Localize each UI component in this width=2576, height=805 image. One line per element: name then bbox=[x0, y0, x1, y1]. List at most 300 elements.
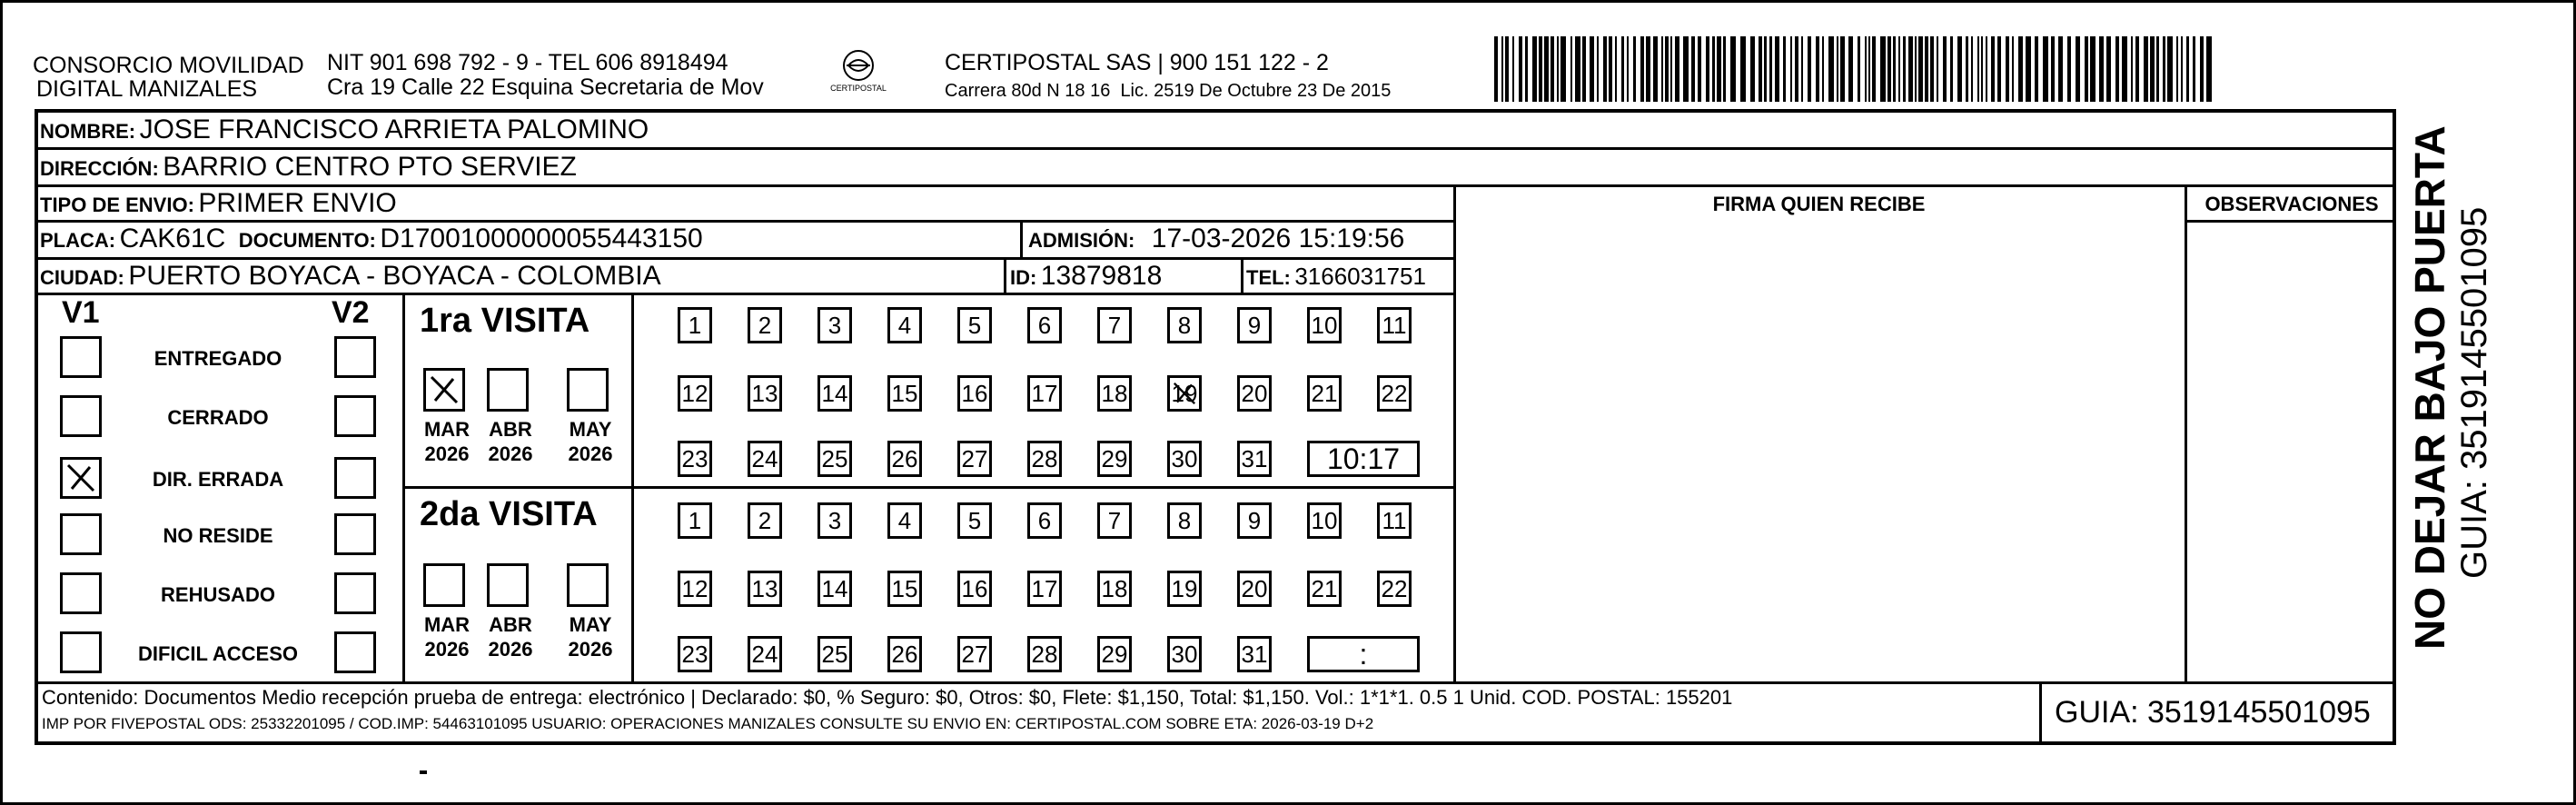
day-box[interactable] bbox=[817, 502, 852, 539]
day-box[interactable] bbox=[887, 571, 922, 607]
documento-label: DOCUMENTO: bbox=[238, 229, 376, 252]
barcode-bar bbox=[1783, 36, 1786, 102]
day-box[interactable] bbox=[748, 441, 782, 477]
barcode-bar bbox=[1991, 36, 1995, 102]
barcode-bar bbox=[1848, 36, 1853, 102]
barcode-bar bbox=[1627, 36, 1629, 102]
day-box[interactable] bbox=[1377, 307, 1412, 343]
v2-checkbox[interactable] bbox=[334, 457, 376, 499]
month-label: MAR bbox=[423, 613, 471, 636]
v2-checkbox[interactable] bbox=[334, 395, 376, 437]
day-box[interactable] bbox=[1307, 375, 1342, 412]
tel-row bbox=[1246, 260, 1426, 297]
day-box[interactable] bbox=[1027, 375, 1062, 412]
month-year: 2026 bbox=[424, 442, 470, 465]
day-box[interactable] bbox=[1237, 441, 1272, 477]
barcode-bar bbox=[1633, 36, 1636, 102]
barcode-bar bbox=[1997, 36, 2001, 102]
barcode-bar bbox=[1887, 36, 1891, 102]
barcode-bar bbox=[2156, 36, 2159, 102]
day-box[interactable] bbox=[1237, 307, 1272, 343]
day-number: 27 bbox=[961, 445, 988, 472]
v2-checkbox[interactable] bbox=[334, 572, 376, 614]
v1-checkbox[interactable] bbox=[60, 336, 102, 378]
barcode-bar bbox=[2012, 36, 2014, 102]
barcode-bar bbox=[2131, 36, 2133, 102]
barcode-bar bbox=[1977, 36, 1979, 102]
barcode-bar bbox=[1560, 36, 1566, 102]
barcode-bar bbox=[2206, 36, 2212, 102]
barcode-bar bbox=[1764, 36, 1767, 102]
day-number: 5 bbox=[967, 312, 982, 339]
day-box[interactable] bbox=[1027, 441, 1062, 477]
nit-line: NIT 901 698 792 - 9 - TEL 606 8918494 bbox=[327, 50, 728, 75]
barcode-bar bbox=[1915, 36, 1917, 102]
day-box[interactable] bbox=[678, 375, 712, 412]
barcode-bar bbox=[1769, 36, 1772, 102]
barcode-bar bbox=[1683, 36, 1689, 102]
barcode-bar bbox=[2150, 36, 2155, 102]
barcode-bar bbox=[1501, 36, 1503, 102]
day-number: 16 bbox=[961, 575, 988, 602]
day-box[interactable] bbox=[1167, 636, 1202, 672]
day-box[interactable] bbox=[1097, 636, 1132, 672]
day-number: 27 bbox=[961, 641, 988, 668]
barcode-bar bbox=[1670, 36, 1672, 102]
barcode-bar bbox=[2051, 36, 2055, 102]
barcode-bar bbox=[1822, 36, 1824, 102]
day-number: 7 bbox=[1107, 312, 1122, 339]
barcode-bar bbox=[1603, 36, 1607, 102]
barcode-bar bbox=[1494, 36, 1498, 102]
day-number: 24 bbox=[751, 641, 778, 668]
admision-label: ADMISIÓN: bbox=[1028, 229, 1135, 252]
first-visit-title: 1ra VISITA bbox=[420, 302, 590, 340]
barcode-bar bbox=[1750, 36, 1755, 102]
month-year: 2026 bbox=[488, 442, 533, 465]
v1-checkbox[interactable] bbox=[60, 457, 102, 499]
barcode-bar bbox=[2043, 36, 2048, 102]
day-number: 4 bbox=[897, 312, 912, 339]
check-mark-icon bbox=[63, 460, 99, 496]
documento-value: D17001000000055443150 bbox=[380, 224, 703, 253]
month-checkbox[interactable] bbox=[487, 368, 529, 412]
month-label: MAY bbox=[569, 418, 612, 441]
barcode-bar bbox=[1828, 36, 1834, 102]
barcode-bar bbox=[1957, 36, 1962, 102]
barcode-bar bbox=[1872, 36, 1876, 102]
guia-box-left-line bbox=[2039, 681, 2042, 745]
barcode-bar bbox=[1505, 36, 1509, 102]
barcode-bar bbox=[1865, 36, 1867, 102]
barcode-bar bbox=[2176, 36, 2178, 102]
barcode-bar bbox=[1575, 36, 1580, 102]
day-number: 13 bbox=[751, 575, 778, 602]
day-box[interactable] bbox=[1307, 571, 1342, 607]
tel-value: 3166031751 bbox=[1294, 263, 1426, 290]
second-visit-title: 2da VISITA bbox=[420, 495, 598, 533]
side-guia: GUIA: 3519145501095 bbox=[2454, 206, 2494, 579]
barcode-bar bbox=[1840, 36, 1845, 102]
day-box[interactable] bbox=[957, 375, 992, 412]
barcode-bar bbox=[1570, 36, 1572, 102]
month-checkbox[interactable] bbox=[423, 563, 465, 607]
direccion-row bbox=[40, 151, 577, 188]
barcode-bar bbox=[1698, 36, 1701, 102]
day-box[interactable] bbox=[1237, 636, 1272, 672]
day-box[interactable] bbox=[957, 441, 992, 477]
v1-checkbox[interactable] bbox=[60, 631, 102, 673]
barcode-bar bbox=[1712, 36, 1715, 102]
day-box[interactable] bbox=[1377, 502, 1412, 539]
day-box[interactable] bbox=[748, 571, 782, 607]
day-box[interactable] bbox=[1027, 502, 1062, 539]
barcode-bar bbox=[2193, 36, 2195, 102]
barcode-bar bbox=[1640, 36, 1644, 102]
direccion-label: DIRECCIÓN: bbox=[40, 157, 159, 180]
logo-text: CERTIPOSTAL bbox=[830, 84, 887, 93]
day-number: 4 bbox=[897, 507, 912, 534]
direccion-value: BARRIO CENTRO PTO SERVIEZ bbox=[163, 152, 577, 182]
day-box[interactable] bbox=[957, 502, 992, 539]
v1-label: V1 bbox=[62, 295, 100, 330]
nombre-row bbox=[40, 114, 649, 151]
day-box[interactable] bbox=[1167, 441, 1202, 477]
month-checkbox[interactable] bbox=[567, 368, 609, 412]
barcode-bar bbox=[1937, 36, 1938, 102]
day-number: 23 bbox=[681, 641, 708, 668]
day-number: 15 bbox=[891, 380, 918, 407]
firma-left-line bbox=[1453, 184, 1456, 682]
barcode-bar bbox=[1837, 36, 1838, 102]
day-box[interactable] bbox=[957, 307, 992, 343]
day-box[interactable] bbox=[678, 502, 712, 539]
day-box[interactable] bbox=[957, 636, 992, 672]
barcode-bar bbox=[1808, 36, 1811, 102]
day-box[interactable] bbox=[1167, 571, 1202, 607]
day-number: 30 bbox=[1171, 641, 1198, 668]
status-option-label: NO RESIDE bbox=[163, 524, 273, 547]
no-dejar-bajo-puerta: NO DEJAR BAJO PUERTA bbox=[2406, 125, 2453, 650]
day-number: 2 bbox=[758, 507, 772, 534]
month-year: 2026 bbox=[568, 442, 613, 465]
day-box[interactable] bbox=[1307, 307, 1342, 343]
day-box[interactable] bbox=[678, 571, 712, 607]
day-box[interactable] bbox=[1237, 571, 1272, 607]
day-box[interactable] bbox=[748, 307, 782, 343]
v1-checkbox[interactable] bbox=[60, 572, 102, 614]
day-box[interactable] bbox=[887, 502, 922, 539]
day-number: 12 bbox=[681, 380, 708, 407]
barcode-bar bbox=[1525, 36, 1528, 102]
v2-checkbox[interactable] bbox=[334, 631, 376, 673]
status-right-line bbox=[402, 293, 405, 682]
month-label: ABR bbox=[489, 613, 532, 636]
id-value: 13879818 bbox=[1040, 261, 1163, 291]
barcode-bar bbox=[2085, 36, 2088, 102]
day-box[interactable] bbox=[1097, 441, 1132, 477]
day-box[interactable] bbox=[1167, 375, 1202, 412]
day-box[interactable] bbox=[887, 636, 922, 672]
barcode-bar bbox=[1539, 36, 1542, 102]
visit-separator bbox=[402, 486, 1456, 489]
admision-row bbox=[1028, 223, 1404, 260]
barcode-bar bbox=[1868, 36, 1870, 102]
day-box[interactable] bbox=[817, 441, 852, 477]
barcode-bar bbox=[2115, 36, 2119, 102]
stray-mark bbox=[420, 770, 427, 774]
barcode-bar bbox=[1609, 36, 1612, 102]
day-box[interactable] bbox=[1097, 571, 1132, 607]
barcode-bar bbox=[2181, 36, 2183, 102]
tel-left-line bbox=[1241, 257, 1243, 293]
day-number: 6 bbox=[1037, 312, 1052, 339]
barcode-bar bbox=[1706, 36, 1709, 102]
day-box[interactable] bbox=[678, 441, 712, 477]
obs-left-line bbox=[2185, 184, 2187, 682]
day-number: 10 bbox=[1311, 507, 1338, 534]
day-number: 23 bbox=[681, 445, 708, 472]
day-number: 18 bbox=[1101, 380, 1128, 407]
day-number: 28 bbox=[1031, 641, 1058, 668]
day-number: 16 bbox=[961, 380, 988, 407]
day-number: 25 bbox=[821, 445, 848, 472]
barcode-bar bbox=[2090, 36, 2095, 102]
day-number: 11 bbox=[1382, 507, 1407, 534]
barcode-bar bbox=[2018, 36, 2023, 102]
barcode-bar bbox=[2076, 36, 2080, 102]
day-number: 26 bbox=[891, 445, 918, 472]
certipostal-logo bbox=[827, 45, 890, 100]
placa-label: PLACA: bbox=[40, 229, 116, 252]
tel-label: TEL: bbox=[1246, 266, 1291, 289]
day-number: 11 bbox=[1382, 312, 1407, 339]
barcode-bar bbox=[2200, 36, 2204, 102]
barcode bbox=[1494, 36, 2216, 102]
admision-value: 17-03-2026 15:19:56 bbox=[1151, 224, 1405, 253]
day-box[interactable] bbox=[1377, 571, 1412, 607]
firma-label: FIRMA QUIEN RECIBE bbox=[1712, 193, 1926, 215]
day-box[interactable] bbox=[1307, 502, 1342, 539]
barcode-bar bbox=[2163, 36, 2165, 102]
barcode-bar bbox=[1966, 36, 1968, 102]
day-box[interactable] bbox=[957, 571, 992, 607]
month-year: 2026 bbox=[568, 638, 613, 661]
ciudad-row bbox=[40, 260, 661, 297]
day-number: 8 bbox=[1177, 507, 1192, 534]
day-box[interactable] bbox=[748, 375, 782, 412]
day-number: 10 bbox=[1311, 312, 1338, 339]
status-option-label: DIFICIL ACCESO bbox=[137, 642, 298, 665]
v2-checkbox[interactable] bbox=[334, 513, 376, 555]
v1-checkbox[interactable] bbox=[60, 395, 102, 437]
day-number: 12 bbox=[681, 575, 708, 602]
barcode-bar bbox=[2167, 36, 2173, 102]
day-box[interactable] bbox=[1167, 502, 1202, 539]
barcode-bar bbox=[2135, 36, 2139, 102]
barcode-bar bbox=[1532, 36, 1537, 102]
day-number: 2 bbox=[758, 312, 772, 339]
v1-checkbox[interactable] bbox=[60, 513, 102, 555]
barcode-bar bbox=[1943, 36, 1947, 102]
month-year: 2026 bbox=[424, 638, 470, 661]
day-number: 29 bbox=[1101, 445, 1128, 472]
day-box[interactable] bbox=[817, 636, 852, 672]
barcode-bar bbox=[1615, 36, 1617, 102]
time-box[interactable]: : bbox=[1307, 636, 1420, 672]
day-box[interactable] bbox=[1237, 375, 1272, 412]
admision-left-line bbox=[1020, 220, 1023, 258]
time-box[interactable]: 10:17 bbox=[1307, 441, 1420, 477]
day-number: 1 bbox=[688, 312, 702, 339]
day-number: 19 bbox=[1171, 380, 1198, 407]
day-box[interactable] bbox=[817, 307, 852, 343]
day-box[interactable] bbox=[1097, 502, 1132, 539]
address-line: Cra 19 Calle 22 Esquina Secretaria de Mov bbox=[327, 75, 764, 100]
barcode-bar bbox=[2186, 36, 2189, 102]
day-number: 7 bbox=[1107, 507, 1122, 534]
day-number: 6 bbox=[1037, 507, 1052, 534]
day-number: 26 bbox=[891, 641, 918, 668]
day-number: 9 bbox=[1247, 312, 1262, 339]
day-box[interactable] bbox=[1027, 571, 1062, 607]
company-name-line1: CONSORCIO MOVILIDAD bbox=[33, 53, 304, 78]
month-checkbox[interactable] bbox=[487, 563, 529, 607]
barcode-bar bbox=[1903, 36, 1906, 102]
day-number: 25 bbox=[821, 641, 848, 668]
barcode-bar bbox=[1795, 36, 1798, 102]
day-box[interactable] bbox=[1027, 307, 1062, 343]
status-option-label: DIR. ERRADA bbox=[152, 468, 284, 491]
day-number: 15 bbox=[891, 575, 918, 602]
id-left-line bbox=[1004, 257, 1006, 293]
id-label: ID: bbox=[1010, 266, 1037, 289]
day-box[interactable] bbox=[817, 571, 852, 607]
day-number: 22 bbox=[1381, 575, 1408, 602]
barcode-bar bbox=[1801, 36, 1803, 102]
day-box[interactable] bbox=[748, 636, 782, 672]
month-label: MAY bbox=[569, 613, 612, 636]
barcode-bar bbox=[2099, 36, 2104, 102]
certipostal-line1: CERTIPOSTAL SAS | 900 151 122 - 2 bbox=[945, 50, 1329, 75]
day-box[interactable] bbox=[748, 502, 782, 539]
ciudad-value: PUERTO BOYACA - BOYACA - COLOMBIA bbox=[128, 261, 661, 291]
day-number: 18 bbox=[1101, 575, 1128, 602]
barcode-bar bbox=[1858, 36, 1860, 102]
day-number: 9 bbox=[1247, 507, 1262, 534]
nombre-label: NOMBRE: bbox=[40, 120, 136, 143]
day-number: 13 bbox=[751, 380, 778, 407]
id-row bbox=[1010, 260, 1162, 297]
barcode-bar bbox=[1898, 36, 1900, 102]
check-mark-icon bbox=[1170, 378, 1199, 409]
barcode-bar bbox=[2067, 36, 2071, 102]
barcode-bar bbox=[2144, 36, 2148, 102]
v2-checkbox[interactable] bbox=[334, 336, 376, 378]
month-label: ABR bbox=[489, 418, 532, 441]
footer-imp-line: IMP POR FIVEPOSTAL ODS: 25332201095 / COD.IMP: 54463101095 USUARIO: OPERACIONES MANIZALES CONSULTE SU ENVIO EN: CERTIPOSTAL.COM SOBRE ETA: 2026-03-19 D+2 bbox=[42, 715, 1374, 732]
barcode-bar bbox=[1930, 36, 1934, 102]
barcode-bar bbox=[1691, 36, 1695, 102]
barcode-bar bbox=[1582, 36, 1586, 102]
barcode-bar bbox=[2035, 36, 2038, 102]
barcode-bar bbox=[1597, 36, 1599, 102]
day-number: 31 bbox=[1241, 641, 1268, 668]
day-box[interactable] bbox=[1237, 502, 1272, 539]
barcode-bar bbox=[1557, 36, 1559, 102]
day-number: 1 bbox=[688, 507, 702, 534]
day-box[interactable] bbox=[678, 636, 712, 672]
nombre-value: JOSE FRANCISCO ARRIETA PALOMINO bbox=[139, 114, 649, 144]
day-number: 17 bbox=[1031, 575, 1058, 602]
company-name-line2: DIGITAL MANIZALES bbox=[36, 76, 258, 102]
barcode-bar bbox=[1971, 36, 1973, 102]
day-number: 30 bbox=[1171, 445, 1198, 472]
barcode-bar bbox=[2006, 36, 2009, 102]
day-number: 14 bbox=[821, 380, 848, 407]
barcode-bar bbox=[1665, 36, 1669, 102]
day-number: 19 bbox=[1171, 575, 1198, 602]
barcode-bar bbox=[1723, 36, 1726, 102]
barcode-bar bbox=[2106, 36, 2111, 102]
check-mark-icon bbox=[426, 371, 462, 409]
barcode-bar bbox=[1512, 36, 1514, 102]
day-number: 8 bbox=[1177, 312, 1192, 339]
day-box[interactable] bbox=[678, 307, 712, 343]
day-number: 3 bbox=[827, 507, 842, 534]
barcode-bar bbox=[1519, 36, 1522, 102]
barcode-bar bbox=[1790, 36, 1792, 102]
month-checkbox[interactable] bbox=[567, 563, 609, 607]
day-box[interactable] bbox=[817, 375, 852, 412]
month-label: MAR bbox=[423, 418, 471, 441]
status-option-label: CERRADO bbox=[167, 406, 269, 429]
ciudad-label: CIUDAD: bbox=[40, 266, 124, 289]
day-number: 29 bbox=[1101, 641, 1128, 668]
barcode-bar bbox=[1661, 36, 1663, 102]
footer-line bbox=[35, 681, 2396, 684]
day-box[interactable] bbox=[887, 375, 922, 412]
barcode-bar bbox=[1653, 36, 1658, 102]
barcode-bar bbox=[1730, 36, 1736, 102]
day-box[interactable] bbox=[887, 441, 922, 477]
day-box[interactable] bbox=[1377, 375, 1412, 412]
barcode-bar bbox=[1551, 36, 1554, 102]
day-number: 31 bbox=[1241, 445, 1268, 472]
barcode-bar bbox=[1740, 36, 1746, 102]
day-box[interactable] bbox=[1167, 307, 1202, 343]
day-box[interactable] bbox=[1097, 307, 1132, 343]
day-box[interactable] bbox=[1027, 636, 1062, 672]
day-number: 28 bbox=[1031, 445, 1058, 472]
day-box[interactable] bbox=[887, 307, 922, 343]
month-checkbox[interactable] bbox=[423, 368, 465, 412]
tipo-value: PRIMER ENVIO bbox=[198, 188, 397, 218]
barcode-bar bbox=[1950, 36, 1953, 102]
barcode-bar bbox=[1590, 36, 1594, 102]
tipo-label: TIPO DE ENVIO: bbox=[40, 194, 194, 216]
day-number: 22 bbox=[1381, 380, 1408, 407]
months-right-line bbox=[631, 293, 634, 682]
day-number: 20 bbox=[1241, 380, 1268, 407]
v2-label: V2 bbox=[332, 295, 370, 330]
day-number: 3 bbox=[827, 312, 842, 339]
barcode-bar bbox=[1675, 36, 1679, 102]
day-number: 24 bbox=[751, 445, 778, 472]
day-box[interactable] bbox=[1097, 375, 1132, 412]
day-number: 20 bbox=[1241, 575, 1268, 602]
barcode-bar bbox=[1775, 36, 1779, 102]
